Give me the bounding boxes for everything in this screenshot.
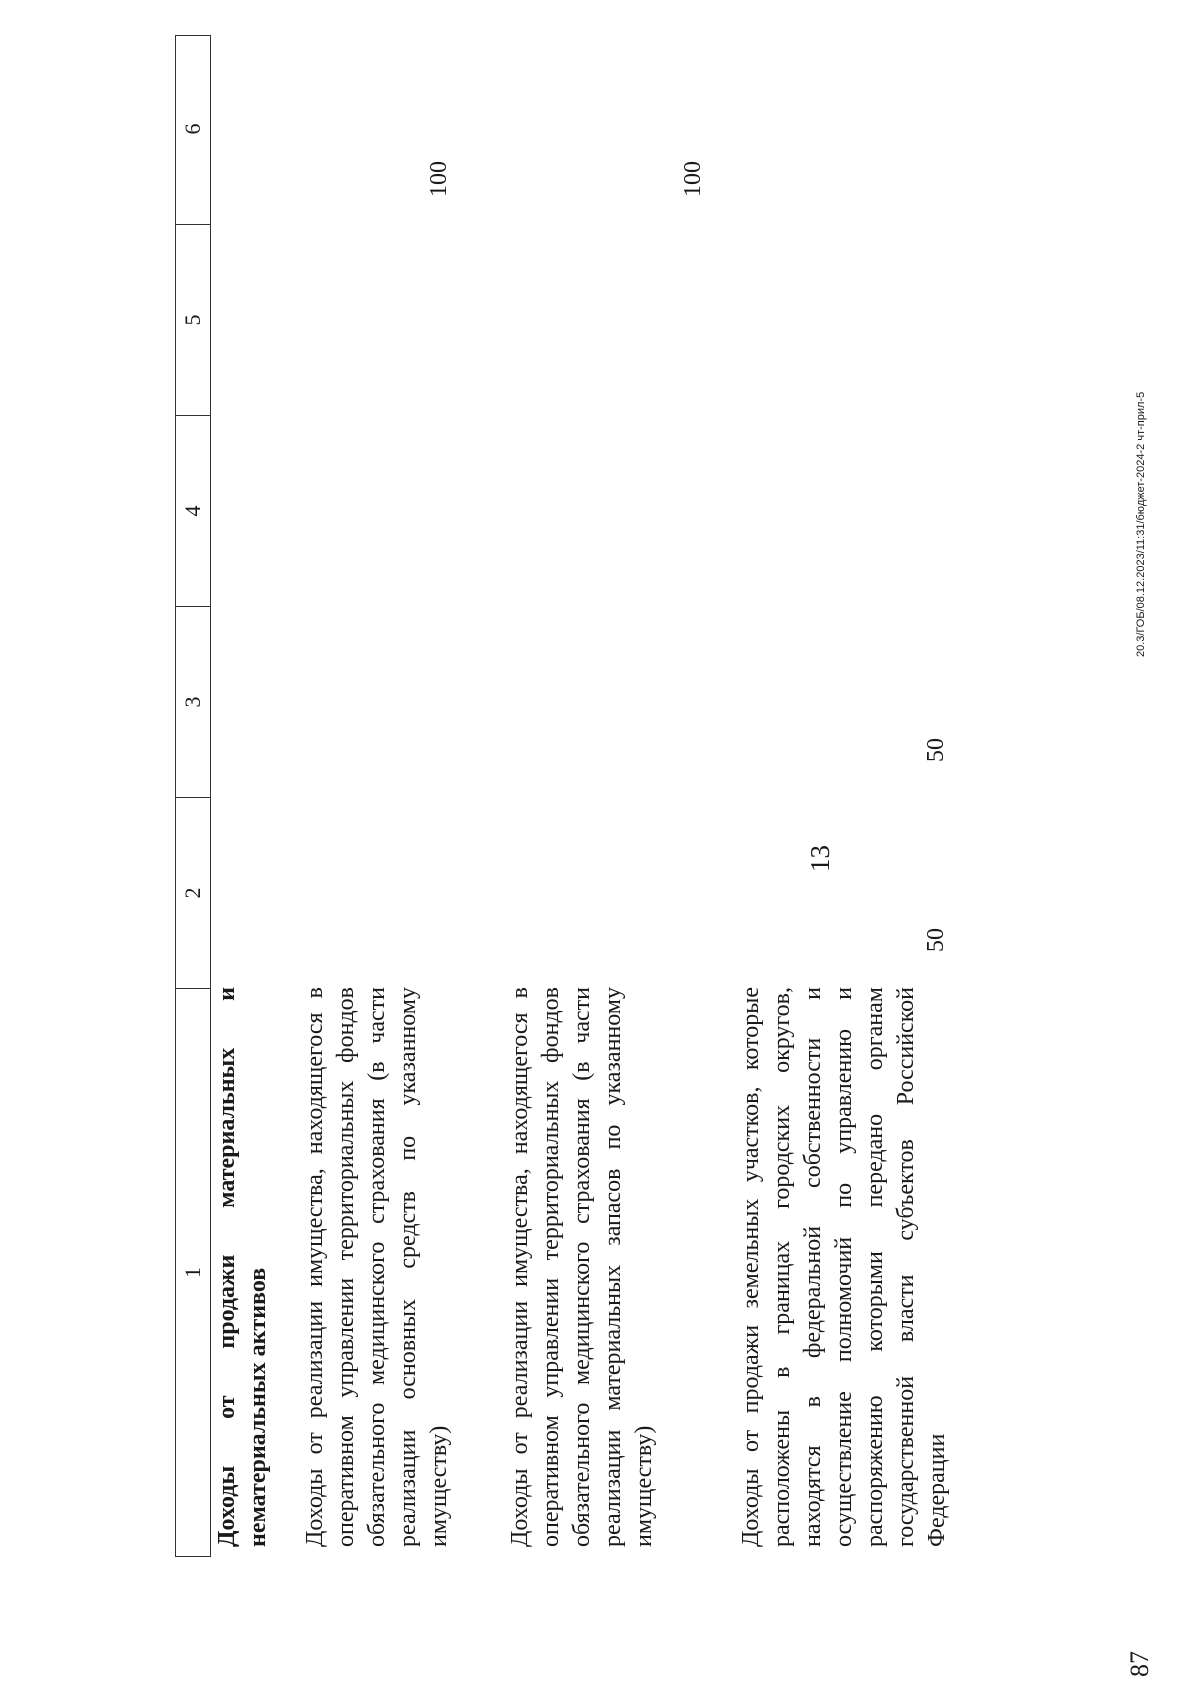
row-2-col6: 100: [680, 161, 706, 197]
header-col-5: 5: [176, 225, 210, 416]
row-heading: Доходы от продажи материальных и нематериальных активов: [214, 987, 271, 1547]
row-1-text: Доходы от реализации имущества, находящегося в оперативном управлении территориальных фондов обязательного медицинского страхования (в части реализации основных средств по указанному имуществу): [302, 987, 452, 1547]
margin-page-number: 87: [1125, 1651, 1154, 1677]
row-3-col3: 50: [923, 738, 949, 762]
row-3-text: Доходы от продажи земельных участков, которые расположены в границах городских округов, находятся в федеральной собственности и осуществление полномочий по управлению и распоряжению которыми передано органам государственной власти субъектов Российской Федерации: [738, 987, 950, 1547]
footer-code: 20.3/ГОБ/08.12.2023/11:31/бюджет-2024-2 чт-прил-5: [1135, 391, 1147, 657]
header-col-2: 2: [176, 798, 210, 989]
header-col-1: 1: [180, 1267, 205, 1278]
header-col-4: 4: [176, 416, 210, 607]
header-col-6: 6: [176, 34, 210, 225]
row-1-col6: 100: [426, 161, 452, 197]
header-col-3: 3: [176, 607, 210, 798]
page-number: 13: [805, 845, 835, 872]
table-header: [175, 35, 211, 1557]
row-2-text: Доходы от реализации имущества, находящегося в оперативном управлении территориальных фондов обязательного медицинского страхования (в части реализации материальных запасов по указанному имуществу): [507, 987, 657, 1547]
row-3-col2: 50: [923, 928, 949, 952]
